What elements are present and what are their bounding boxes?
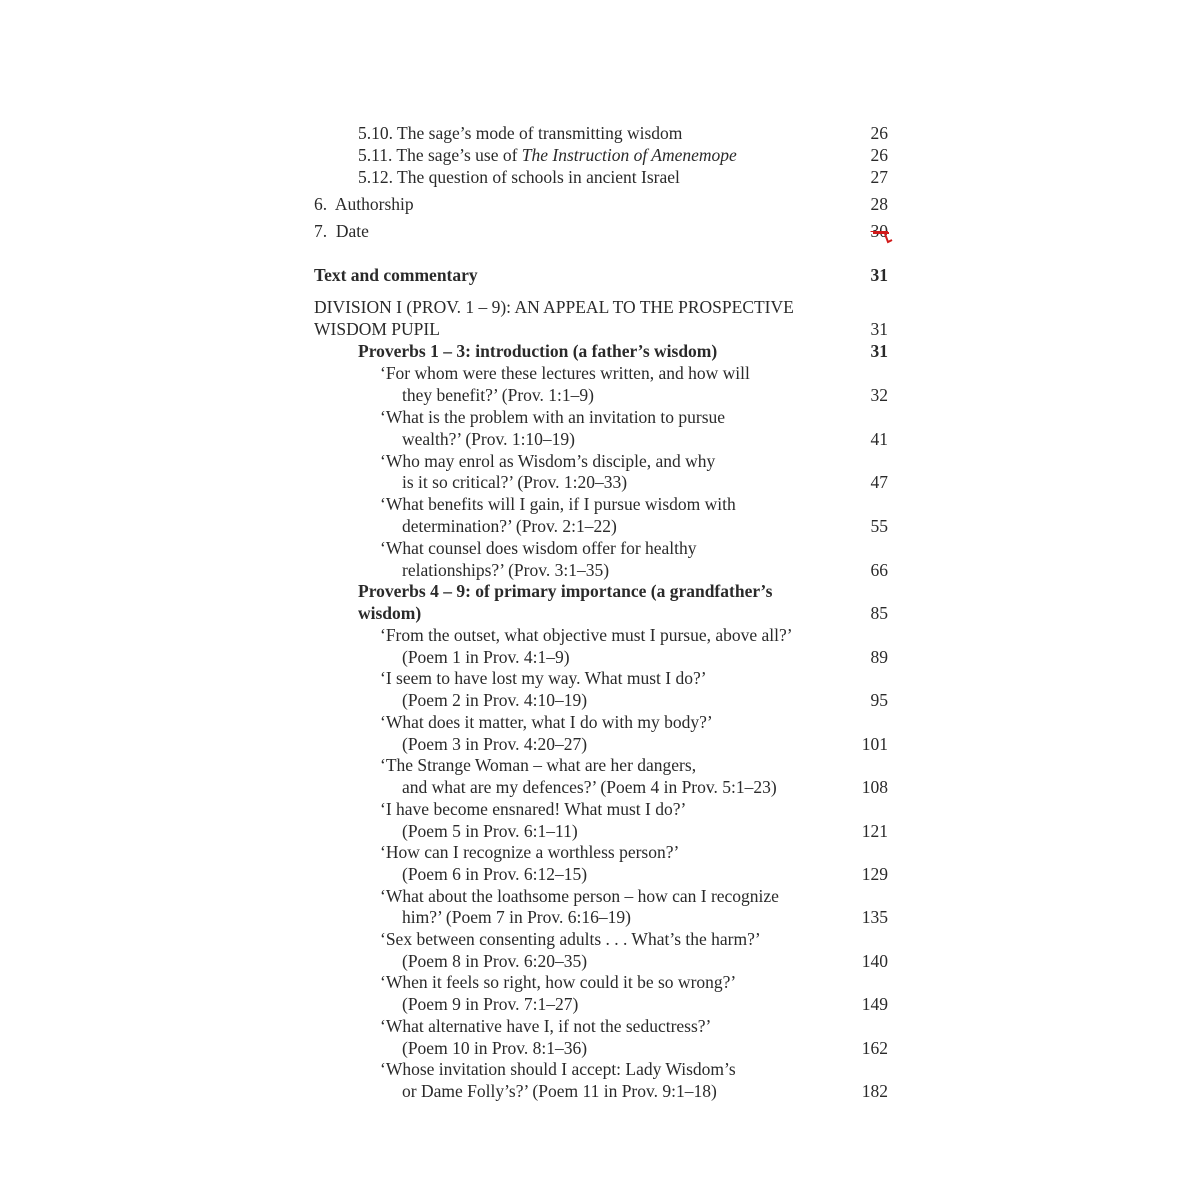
toc-entry (0, 166, 1200, 188)
toc-division (0, 296, 1200, 318)
toc-entry (0, 624, 1200, 646)
page-number: 26 (870, 145, 888, 165)
toc-entry (0, 384, 1200, 406)
toc-entry (0, 798, 1200, 820)
toc-entry (0, 1037, 1200, 1059)
entry-line2: him?’ (Poem 7 in Prov. 6:16–19) (402, 907, 631, 927)
page-number: 31 (870, 265, 888, 285)
entry-line1: ‘How can I recognize a worthless person?’ (380, 842, 680, 862)
entry-line2: (Poem 10 in Prov. 8:1–36) (402, 1038, 588, 1058)
entry-line2: (Poem 6 in Prov. 6:12–15) (402, 864, 588, 884)
entry-line1: ‘What about the loathsome person – how can I recognize (380, 886, 779, 906)
toc-entry (0, 515, 1200, 537)
toc-entry (0, 646, 1200, 668)
toc-entry (0, 711, 1200, 733)
entry-line2: (Poem 3 in Prov. 4:20–27) (402, 734, 588, 754)
toc-entry (0, 1058, 1200, 1080)
entry-line2: is it so critical?’ (Prov. 1:20–33) (402, 472, 628, 492)
entry-line1: ‘What counsel does wisdom offer for healthy (380, 538, 697, 558)
page-number: 121 (861, 821, 888, 841)
entry-title: 5.10. The sage’s mode of transmitting wisdom (358, 123, 683, 143)
page-number: 140 (861, 951, 888, 971)
page-number: 108 (861, 777, 888, 797)
part-title: Proverbs 1 – 3: introduction (a father’s wisdom) (358, 341, 718, 361)
entry-line2: they benefit?’ (Prov. 1:1–9) (402, 385, 594, 405)
entry-line2: and what are my defences?’ (Poem 4 in Prov. 5:1–23) (402, 777, 777, 797)
division-title-line1: DIVISION I (PROV. 1 – 9): AN APPEAL TO THE PROSPECTIVE (314, 297, 794, 317)
toc-entry (0, 450, 1200, 472)
page-number: 101 (861, 734, 888, 754)
toc-entry (0, 193, 1200, 215)
correction-mark-icon (871, 224, 893, 246)
entry-line2: determination?’ (Prov. 2:1–22) (402, 516, 617, 536)
toc-entry (0, 733, 1200, 755)
entry-line1: ‘I have become ensnared! What must I do?’ (380, 799, 687, 819)
toc-entry (0, 362, 1200, 384)
part-title-line1: Proverbs 4 – 9: of primary importance (a grandfather’s (358, 581, 773, 601)
page-number: 47 (870, 472, 888, 492)
toc-entry (0, 993, 1200, 1015)
toc-entry (0, 1080, 1200, 1102)
toc-entry (0, 1015, 1200, 1037)
toc-entry (0, 906, 1200, 928)
heading-title: Text and commentary (314, 265, 478, 285)
toc-entry (0, 754, 1200, 776)
page-number: 26 (870, 123, 888, 143)
entry-line2: wealth?’ (Prov. 1:10–19) (402, 429, 576, 449)
toc-entry (0, 776, 1200, 798)
entry-line1: ‘Whose invitation should I accept: Lady Wisdom’s (380, 1059, 736, 1079)
entry-line1: ‘What does it matter, what I do with my body?’ (380, 712, 713, 732)
page-number: 135 (861, 907, 888, 927)
page-number: 149 (861, 994, 888, 1014)
page-number: 41 (870, 429, 888, 449)
toc-entry (0, 667, 1200, 689)
page-number: 85 (870, 603, 888, 623)
entry-title: 5.12. The question of schools in ancient Israel (358, 167, 680, 187)
page-number: 55 (870, 516, 888, 536)
entry-line1: ‘What is the problem with an invitation to pursue (380, 407, 726, 427)
page-number: 27 (870, 167, 888, 187)
page-number: 30 (870, 221, 888, 241)
toc-entry (0, 537, 1200, 559)
entry-line2: (Poem 2 in Prov. 4:10–19) (402, 690, 588, 710)
entry-line2: (Poem 1 in Prov. 4:1–9) (402, 647, 570, 667)
entry-title-italic: The Instruction of Amenemope (521, 145, 737, 165)
toc-part (0, 580, 1200, 602)
toc-entry (0, 559, 1200, 581)
entry-line1: ‘Sex between consenting adults . . . What’s the harm?’ (380, 929, 761, 949)
toc-heading (0, 264, 1200, 286)
division-title-line2: WISDOM PUPIL (314, 319, 440, 339)
toc-entry (0, 971, 1200, 993)
toc-entry (0, 950, 1200, 972)
entry-title-prefix: 5.11. The sage’s use of (358, 145, 522, 165)
toc-entry (0, 885, 1200, 907)
entry-line1: ‘For whom were these lectures written, and how will (380, 363, 750, 383)
entry-line1: ‘Who may enrol as Wisdom’s disciple, and why (380, 451, 716, 471)
entry-title: 7. Date (314, 221, 369, 241)
entry-line1: ‘What benefits will I gain, if I pursue wisdom with (380, 494, 736, 514)
toc-part (0, 340, 1200, 362)
toc-entry (0, 122, 1200, 144)
entry-line2: relationships?’ (Prov. 3:1–35) (402, 560, 610, 580)
entry-line2: (Poem 8 in Prov. 6:20–35) (402, 951, 588, 971)
toc-entry (0, 493, 1200, 515)
entry-line2: (Poem 9 in Prov. 7:1–27) (402, 994, 579, 1014)
toc-entry (0, 428, 1200, 450)
page-number: 89 (870, 647, 888, 667)
entry-line1: ‘I seem to have lost my way. What must I do?’ (380, 668, 707, 688)
page-number: 31 (870, 319, 888, 339)
toc-entry (0, 689, 1200, 711)
page-number: 162 (861, 1038, 888, 1058)
part-title-line2: wisdom) (358, 603, 422, 623)
page-number: 182 (861, 1081, 888, 1101)
toc-entry (0, 841, 1200, 863)
entry-title (358, 144, 737, 166)
page-number: 129 (861, 864, 888, 884)
page-number: 32 (870, 385, 888, 405)
toc-entry (0, 863, 1200, 885)
entry-line1: ‘The Strange Woman – what are her dangers, (380, 755, 697, 775)
entry-title: 6. Authorship (314, 194, 414, 214)
entry-line1: ‘From the outset, what objective must I pursue, above all?’ (380, 625, 793, 645)
page-number: 28 (870, 194, 888, 214)
toc-entry (0, 820, 1200, 842)
page-number: 95 (870, 690, 888, 710)
toc-entry (0, 928, 1200, 950)
toc-entry (0, 471, 1200, 493)
toc-entry (0, 406, 1200, 428)
entry-line2: or Dame Folly’s?’ (Poem 11 in Prov. 9:1–18) (402, 1081, 717, 1101)
toc-entry (0, 144, 1200, 166)
toc-division (0, 318, 1200, 340)
entry-line1: ‘What alternative have I, if not the seductress?’ (380, 1016, 712, 1036)
page-number: 31 (870, 341, 888, 361)
toc-entry (0, 220, 1200, 242)
page-number: 66 (870, 560, 888, 580)
toc-part (0, 602, 1200, 624)
entry-line1: ‘When it feels so right, how could it be so wrong?’ (380, 972, 737, 992)
entry-line2: (Poem 5 in Prov. 6:1–11) (402, 821, 578, 841)
